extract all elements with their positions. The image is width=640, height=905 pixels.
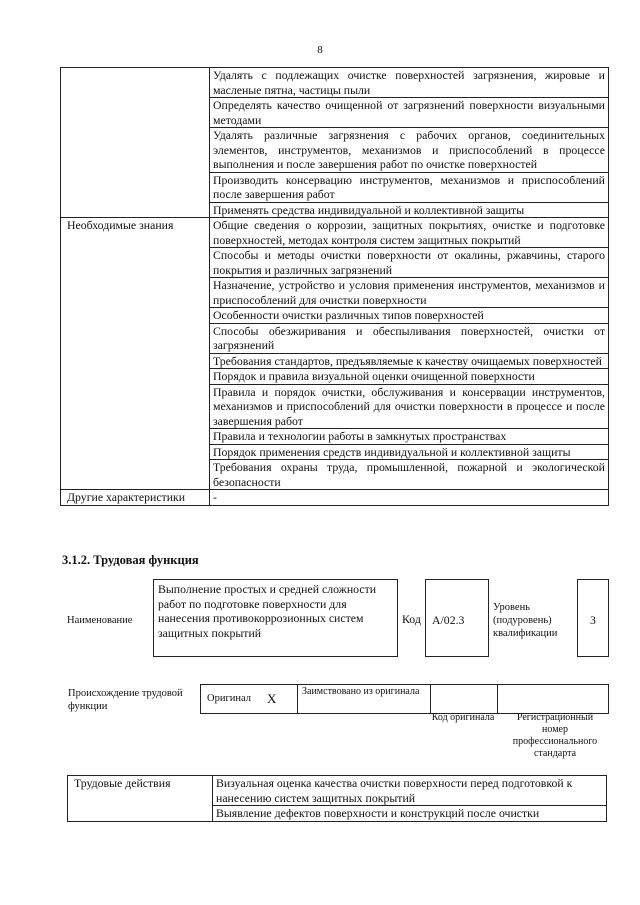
row-item: Удалять с подлежащих очистке поверхностей загрязнения, жировые и масленые пятна, частицы пыли	[210, 68, 609, 98]
row-item: Выявление дефектов поверхности и конструкций после очистки	[213, 806, 607, 822]
row-item: Порядок и правила визуальной оценки очищенной поверхности	[210, 369, 609, 385]
code-value: А/02.3	[432, 613, 465, 627]
code-value-box	[425, 579, 489, 657]
row-item: Способы обезжиривания и обеспыливания поверхностей, очистки от загрязнений	[210, 323, 609, 353]
row-item: Требования стандартов, предъявляемые к качеству очищаемых поверхностей	[210, 353, 609, 369]
row-item: Назначение, устройство и условия применения инструментов, механизмов и приспособлений для очистки поверхности	[210, 278, 609, 308]
row-item: Порядок применения средств индивидуальной и коллективной защиты	[210, 444, 609, 460]
table-row	[61, 490, 609, 506]
borrowed-box	[297, 684, 431, 714]
labor-actions-table	[67, 775, 607, 822]
reg-number-box	[497, 684, 609, 714]
row-item: Требования охраны труда, промышленной, пожарной и экологической безопасности	[210, 460, 609, 490]
row-item: Производить консервацию инструментов, механизмов и приспособлений после завершения работ	[210, 172, 609, 202]
row-label: Трудовые действия	[68, 776, 213, 822]
reg-caption: Регистрационный номер профессионального стандарта	[512, 712, 598, 759]
original-box	[200, 684, 298, 714]
origin-label: Происхождение трудовой функции	[68, 688, 183, 712]
level-value-box	[577, 579, 609, 657]
row-label: Другие характеристики	[61, 490, 210, 506]
level-label: Уровень (подуровень) квалификации	[493, 602, 558, 639]
original-mark: Х	[267, 691, 277, 706]
row-item: Способы и методы очистки поверхности от окалины, ржавчины, старого покрытия и различных загрязнений	[210, 248, 609, 278]
row-item: Удалять различные загрязнения с рабочих органов, соединительных элементов, инструментов, механизмов и приспособлений в процессе выполнения и после завершения работ по очистке поверхностей	[210, 128, 609, 173]
row-item: Визуальная оценка качества очистки поверхности перед подготовкой к нанесению систем защитных покрытий	[213, 776, 607, 806]
section-heading: 3.1.2. Трудовая функция	[62, 553, 199, 567]
row-item: Общие сведения о коррозии, защитных покрытиях, очистке и подготовке поверхностей, методах контроля систем защитных покрытий	[210, 218, 609, 248]
skills-knowledge-table	[60, 67, 609, 506]
table-row	[61, 68, 609, 98]
row-item: Определять качество очищенной от загрязнений поверхности визуальными методами	[210, 98, 609, 128]
borrowed-label: Заимствовано из оригинала	[302, 686, 420, 697]
row-label: Необходимые знания	[61, 218, 210, 490]
code-label: Код	[402, 612, 421, 626]
name-label: Наименование	[67, 615, 133, 626]
original-label: Оригинал	[207, 693, 251, 704]
row-item: -	[210, 490, 609, 506]
row-item: Правила и порядок очистки, обслуживания и консервации инструментов, механизмов и приспособлений для очистки поверхности в процессе и после завершения работ	[210, 384, 609, 429]
row-item: Правила и технологии работы в замкнутых пространствах	[210, 429, 609, 445]
name-value: Выполнение простых и средней сложности работ по подготовке поверхности для нанесения противокоррозионных систем защитных покрытий	[158, 582, 377, 640]
original-code-box	[430, 684, 498, 714]
row-item: Применять средства индивидуальной и коллективной защиты	[210, 202, 609, 218]
table-row	[61, 218, 609, 248]
row-item: Особенности очистки различных типов поверхностей	[210, 308, 609, 324]
table-row	[68, 776, 607, 806]
row-label	[61, 68, 210, 218]
code-caption: Код оригинала	[431, 712, 495, 723]
level-value: 3	[590, 613, 596, 627]
name-value-box	[153, 579, 398, 657]
page-number: 8	[317, 44, 323, 56]
